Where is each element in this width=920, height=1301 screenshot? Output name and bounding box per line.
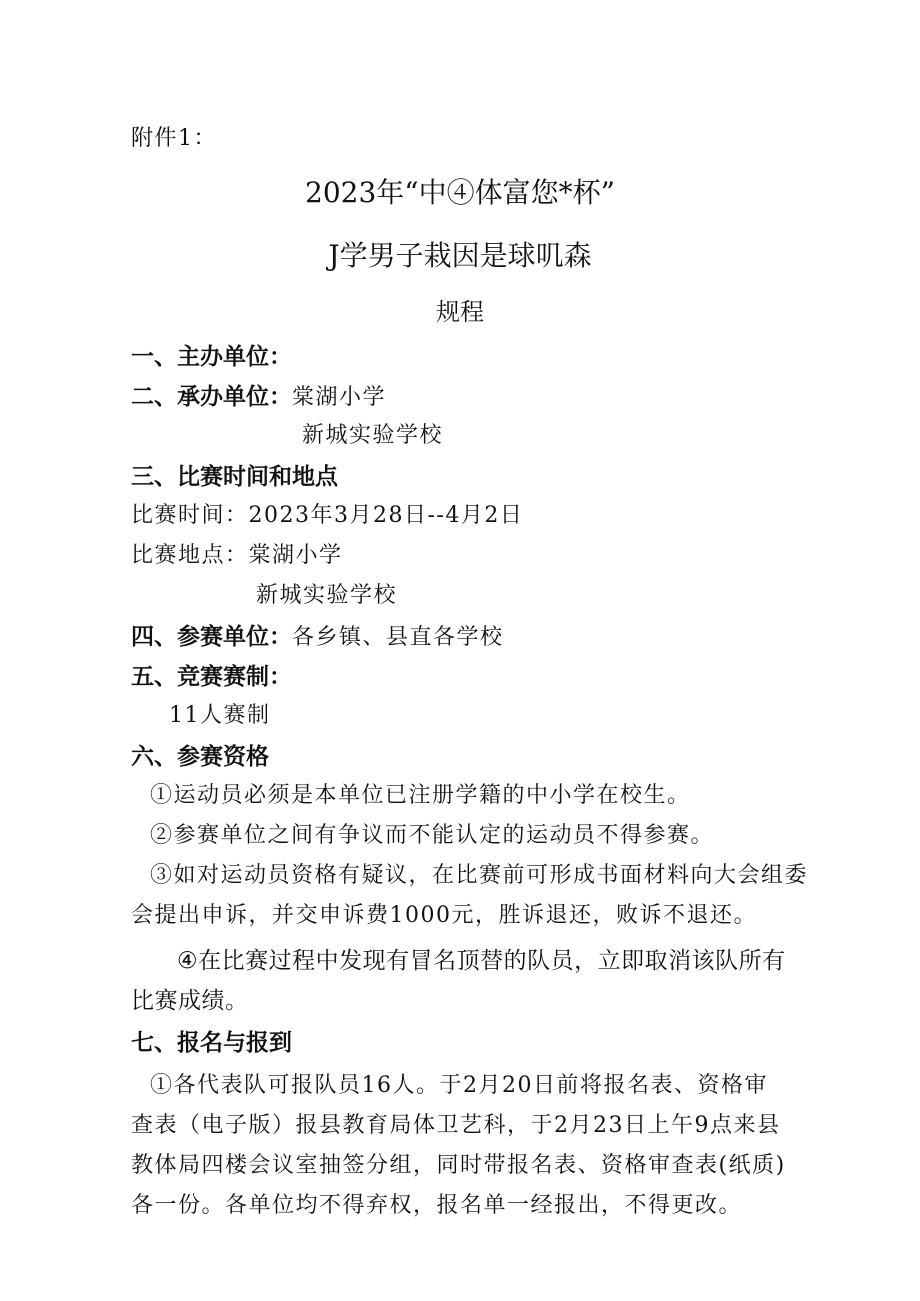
- title-line-2: J学男子栽因是球叽森: [328, 239, 592, 272]
- section-5-value: 11人赛制: [169, 703, 271, 728]
- eligibility-item-3-line-1: ③如对运动员资格有疑议，在比赛前可形成书面材料向大会组委: [150, 863, 809, 888]
- section-1-heading: 一、主办单位：: [131, 344, 292, 370]
- section-2-heading-text: 二、承办单位：: [131, 384, 292, 410]
- match-time: 比赛时间：2023年3月28日--4月2日: [131, 503, 524, 528]
- eligibility-item-2: ②参赛单位之间有争议而不能认定的运动员不得参赛。: [150, 823, 715, 848]
- section-6-heading: 六、参赛资格: [131, 744, 269, 770]
- registration-item-1-line-4: 各一份。各单位均不得弃权，报名单一经报出，不得更改。: [131, 1193, 743, 1218]
- match-place-2: 新城实验学校: [256, 583, 398, 608]
- section-3-heading: 三、比赛时间和地点: [131, 464, 338, 490]
- attachment-label: 附件1：: [131, 126, 217, 151]
- section-4-heading-text: 四、参赛单位：: [131, 624, 292, 650]
- title-line-1: 2023年“中④体富您*杯”: [305, 176, 615, 209]
- match-place: 比赛地点：棠湖小学: [131, 543, 343, 568]
- section-4-heading: [131, 618, 504, 651]
- section-2-organizer-1: 棠湖小学: [292, 385, 387, 410]
- section-2-heading: [131, 378, 386, 411]
- section-2-organizer-2: 新城实验学校: [302, 423, 444, 448]
- registration-item-1-line-3: 教体局四楼会议室抽签分组，同时带报名表、资格审查表(纸质): [131, 1153, 786, 1178]
- eligibility-item-1: ①运动员必须是本单位已注册学籍的中小学在校生。: [150, 783, 691, 808]
- title-line-3: 规程: [436, 298, 484, 326]
- eligibility-item-4-line-1: ④在比赛过程中发现有冒名顶替的队员，立即取消该队所有: [177, 948, 786, 974]
- registration-item-1-line-2: 查表（电子版）报县教育局体卫艺科，于2月23日上午9点来县: [131, 1113, 781, 1138]
- registration-item-1-line-1: ①各代表队可报队员16人。于2月20日前将报名表、资格审: [150, 1073, 768, 1098]
- section-7-heading: 七、报名与报到: [131, 1030, 292, 1056]
- section-5-heading: 五、竞赛赛制：: [131, 664, 292, 690]
- section-4-value: 各乡镇、县直各学校: [292, 625, 504, 650]
- eligibility-item-4-line-2: 比赛成绩。: [131, 988, 249, 1014]
- eligibility-item-3-line-2: 会提出申诉，并交申诉费1000元，胜诉退还，败诉不退还。: [131, 903, 757, 928]
